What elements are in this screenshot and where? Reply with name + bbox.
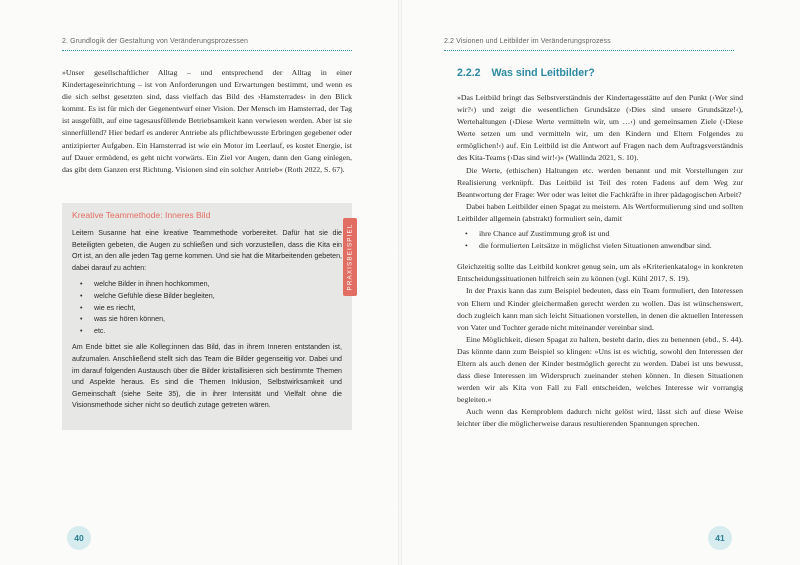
paragraph: Die Werte, (ethischen) Haltungen etc. werden benannt und mit Vorstellungen zur Realisierung verknüpft. Das Leitbild ist Teil des roten Fadens auf dem Weg zur Beantwortung der Frage: Wer oder was leitet die Fachkräfte in ihrer pädagogischen Arbeit? xyxy=(457,165,743,199)
practice-example-box xyxy=(62,203,352,430)
list-item: • ihre Chance auf Zustimmung groß ist und xyxy=(465,228,743,240)
paragraph: Auch wenn das Kernproblem dadurch nicht gelöst wird, lässt sich auf diese Weise leichter über die möglicherweise daraus resultierenden Spannungen sprechen. xyxy=(457,407,743,429)
body-text xyxy=(457,92,743,431)
running-head: 2.2 Visionen und Leitbilder im Veränderungsprozess xyxy=(444,38,611,45)
list-item: • welche Bilder in ihnen hochkommen, xyxy=(80,279,342,291)
paragraph: Gleichzeitig sollte das Leitbild konkret genug sein, um als »Kriterienkatalog« in konkreten Entscheidungssituationen hilfreich sein zu können (vgl. Kühl 2017, S. 19). xyxy=(457,262,743,284)
paragraph: Eine Möglichkeit, diesen Spagat zu halten, besteht darin, dies zu benennen (ebd., S. 44). Das könnte dann zum Beispiel so klingen: »Uns ist es wichtig, sowohl den Interessen der Eltern als auch denen der Kinder bestmöglich gerecht zu werden. Dabei ist uns bewusst, dass diese Interessen im Widerspruch zueinander stehen können. In diesen Situationen werden wir als Kita von Fall zu Fall entscheiden, welches Interesse wir vorrangig begleiten.« xyxy=(457,334,743,405)
page-number: 40 xyxy=(67,526,91,550)
side-tab-label xyxy=(343,218,357,296)
box-intro: Leitern Susanne hat eine kreative Teammethode vorbereitet. Dafür hat sie die Beteiligten gebeten, die Augen zu schließen und sich vorzustellen, dass die Kita ein Ort ist, an den alle jeden Tag gerne kommen. Und sie hat die Mitarbeitenden gebeten, dabei darauf zu achten: xyxy=(72,229,342,272)
section-heading xyxy=(457,67,595,79)
list-item: • was sie hören können, xyxy=(80,314,342,326)
side-tab-text: PRAXISBEISPIEL xyxy=(346,223,354,291)
dotted-rule xyxy=(444,50,734,51)
box-outro: Am Ende bittet sie alle Kolleg:innen das Bild, das in ihrem Inneren entstanden ist, aufzumalen. Anschließend stellt sich das Team die Bilder gegenseitig vor. Dabei und im darauf folgenden Austausch über die Bilder kristallisieren sich bestimmte Themen und Aspekte heraus. Es sind die Themen Inklusion, Selbstwirksamkeit und Gemeinschaft (siehe Seite 35), die in ihrer Intensität und Vielfalt ohne die Visionsmethode sicher nicht so deutlich zutage getreten wären. xyxy=(72,343,342,410)
quote-paragraph: »Unser gesellschaftlicher Alltag – und entsprechend der Alltag in einer Kindertageseinrichtung – ist von Anforderungen und Erwartungen bestimmt, und wenn es die sich selbst gesetzten sind, dass vielfach das Bild des ›Hamsterrades‹ in den Blick kommt. Es ist für mich der Gegenentwurf einer Vision. Der Mensch im Hamsterrad, der Tag ist ausgefüllt, auf eine tagesausfüllende Betriebsamkeit kann verwiesen werden. Aber ist sie sinnerfüllend? Hier bedarf es anderer Antriebe als pflichtbewusste Erbringen gegebener oder antizipierter Aufgaben. Ein Hamsterrad ist wie ein Motor im Leerlauf, es kostet Energie, ist auf Dauer ermüdend, es geht nicht vorwärts. Ein Ziel vor Augen, dann den Gang einlegen, das gibt dem Ganzen erst Richtung. Visionen sind ein solcher Antrieb« (Roth 2022, S. 67). xyxy=(62,68,352,174)
bullet-list xyxy=(457,228,743,252)
box-bullet-list xyxy=(72,279,342,337)
box-title: Kreative Teammethode: Inneres Bild xyxy=(72,210,211,220)
paragraph: Dabei haben Leitbilder einen Spagat zu meistern. Als Wertformulierung sind und sollten Leitbilder allgemein (abstrakt) formuliert sein, damit xyxy=(457,201,743,223)
book-gutter xyxy=(398,0,402,565)
box-content xyxy=(72,228,342,412)
right-page xyxy=(400,0,800,565)
list-item: • welche Gefühle diese Bilder begleiten, xyxy=(80,291,342,303)
dotted-rule xyxy=(62,50,352,51)
section-number: 2.2.2 xyxy=(457,67,481,79)
section-title: Was sind Leitbilder? xyxy=(491,67,595,79)
list-item: • wie es riecht, xyxy=(80,303,342,315)
body-text xyxy=(62,67,352,176)
running-head: 2. Grundlogik der Gestaltung von Veränderungsprozessen xyxy=(62,38,248,45)
paragraph: »Das Leitbild bringt das Selbstverständnis der Kindertagesstätte auf den Punkt (›Wer sind wir?‹) und zeigt die wesentlichen Grundsätze (›Dies sind unsere Grundsätze!‹), Wertehaltungen (›Diese Werte vermitteln wir, um …‹) und gemeinsamen Ziele (›Diese Werte setzen um und vermitteln wir, um den Kindern und Eltern Folgendes zu ermöglichen!‹) auf. Ein Leitbild ist die Antwort auf Fragen nach dem Auftragsverständnis des Kita-Teams (›Das sind wir!‹)« (Wallinda 2021, S. 10). xyxy=(457,93,743,163)
page-number: 41 xyxy=(708,526,732,550)
list-item: • etc. xyxy=(80,326,342,338)
list-item: • die formulierten Leitsätze in möglichst vielen Situationen anwendbar sind. xyxy=(465,240,743,252)
paragraph: In der Praxis kann das zum Beispiel bedeuten, dass ein Team formuliert, den Interessen von Eltern und Kinder gleichermaßen gerecht werden zu wollen. Das ist wünschenswert, doch zugleich kann man sich leicht Situationen vorstellen, in denen die aktuellen Interessen von Vater und Tochter gerade nicht miteinander vereinbar sind. xyxy=(457,286,744,332)
